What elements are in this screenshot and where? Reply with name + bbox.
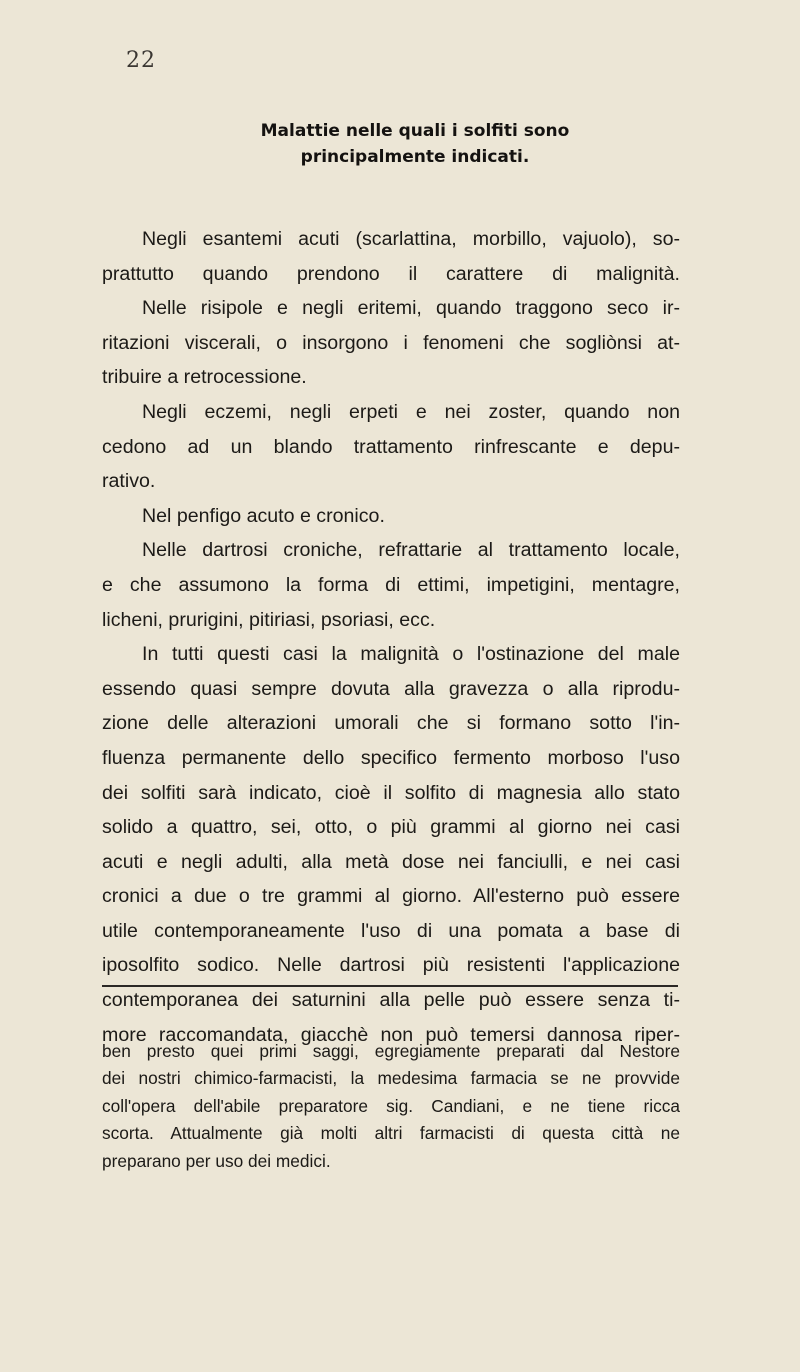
- footnote-line: preparano per uso dei medici.: [102, 1150, 331, 1171]
- text-line: dei solfiti sarà indicato, cioè il solfito di magnesia allo stato: [102, 781, 680, 804]
- footnote-line: scorta. Attualmente già molti altri farmacisti di questa città ne: [102, 1123, 680, 1144]
- text-line: tribuire a retrocessione.: [102, 366, 307, 389]
- text-line: Negli eczemi, negli erpeti e nei zoster, quando non: [142, 400, 680, 423]
- text-line: Nelle risipole e negli eritemi, quando traggono seco ir-: [142, 297, 680, 320]
- text-line: acuti e negli adulti, alla metà dose nei fanciulli, e nei casi: [102, 850, 680, 873]
- text-line: zione delle alterazioni umorali che si formano sotto l'in-: [102, 712, 680, 735]
- footnote-line: dei nostri chimico-farmacisti, la medesima farmacia se ne provvide: [102, 1068, 680, 1089]
- text-line: fluenza permanente dello specifico fermento morboso l'uso: [102, 746, 680, 769]
- footnote-line: ben presto quei primi saggi, egregiamente preparati dal Nestore: [102, 1041, 680, 1061]
- footnote-divider: [102, 985, 678, 987]
- text-line: e che assumono la forma di ettimi, impetigini, mentagre,: [102, 573, 680, 596]
- page-number: 22: [126, 48, 156, 73]
- footnote-line: coll'opera dell'abile preparatore sig. Candiani, e ne tiene ricca: [102, 1095, 680, 1116]
- text-line: ritazioni viscerali, o insorgono i fenomeni che sogliònsi at-: [102, 331, 680, 354]
- heading-line-2: principalmente indicati.: [300, 147, 530, 167]
- body-text: [102, 222, 680, 1052]
- footnote: [102, 1038, 680, 1175]
- text-line: Nelle dartrosi croniche, refrattarie al trattamento locale,: [142, 539, 680, 562]
- text-line: iposolfito sodico. Nelle dartrosi più resistenti l'applicazione: [102, 954, 680, 977]
- text-line: solido a quattro, sei, otto, o più grammi al giorno nei casi: [102, 816, 680, 839]
- text-line: more raccomandata, giacchè non può temersi dannosa riper-: [102, 1023, 680, 1046]
- heading-line-1: Malattie nelle quali i solfiti sono: [260, 121, 570, 141]
- text-line: licheni, prurigini, pitiriasi, psoriasi, ecc.: [102, 608, 436, 631]
- text-line: Nel penfigo acuto e cronico.: [142, 504, 385, 527]
- text-line: essendo quasi sempre dovuta alla gravezza o alla riprodu-: [102, 677, 680, 700]
- text-line: cronici a due o tre grammi al giorno. All'esterno può essere: [102, 885, 680, 908]
- text-line: contemporanea dei saturnini alla pelle può essere senza ti-: [102, 989, 680, 1012]
- text-line: utile contemporaneamente l'uso di una pomata a base di: [102, 919, 680, 942]
- text-line: Negli esantemi acuti (scarlattina, morbillo, vajuolo), so-: [142, 228, 680, 250]
- text-line: prattutto quando prendono il carattere di malignità.: [102, 262, 680, 285]
- text-line: cedono ad un blando trattamento rinfrescante e depu-: [102, 435, 680, 458]
- text-line: In tutti questi casi la malignità o l'ostinazione del male: [142, 643, 680, 666]
- section-heading: [160, 118, 670, 170]
- text-line: rativo.: [102, 470, 156, 493]
